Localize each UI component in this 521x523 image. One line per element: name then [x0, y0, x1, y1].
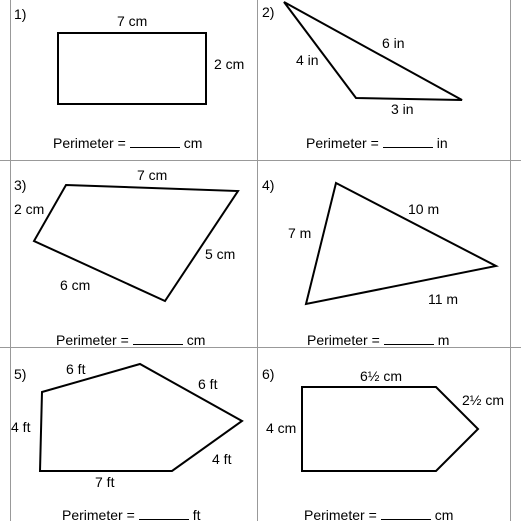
side-label-top: 6½ cm — [360, 368, 403, 384]
problem-5 — [0, 348, 257, 521]
perimeter-prefix: Perimeter = — [56, 332, 129, 348]
problem-4 — [258, 161, 511, 347]
pentagon-shape — [0, 348, 257, 521]
perimeter-unit: cm — [434, 507, 454, 523]
answer-blank[interactable] — [139, 507, 189, 520]
perimeter-unit: cm — [186, 332, 206, 348]
perimeter-unit: ft — [192, 507, 201, 523]
perimeter-prefix: Perimeter = — [307, 332, 380, 348]
answer-blank[interactable] — [130, 135, 180, 148]
perimeter-prefix: Perimeter = — [53, 135, 126, 151]
side-label-top-right: 6 ft — [198, 376, 218, 392]
perimeter-line — [56, 332, 205, 348]
perimeter-line — [306, 135, 448, 151]
perimeter-unit: in — [436, 135, 448, 151]
problem-number: 5) — [14, 366, 27, 382]
problem-2 — [258, 0, 511, 160]
answer-blank[interactable] — [381, 507, 431, 520]
side-label-bottom-left: 6 cm — [60, 277, 91, 293]
side-label-left: 4 cm — [266, 420, 297, 436]
side-label-top: 7 cm — [137, 167, 168, 183]
answer-blank[interactable] — [384, 332, 434, 345]
perimeter-prefix: Perimeter = — [306, 135, 379, 151]
side-label-bottom: 11 m — [428, 291, 459, 307]
perimeter-unit: cm — [183, 135, 203, 151]
problem-number: 3) — [14, 177, 27, 193]
problem-1 — [0, 0, 257, 160]
problem-number: 6) — [262, 366, 275, 382]
problem-number: 4) — [262, 177, 275, 193]
side-label-bottom: 7 ft — [95, 474, 115, 490]
side-label-upper-right: 10 m — [408, 201, 440, 217]
triangle-shape — [258, 161, 511, 347]
perimeter-unit: m — [437, 332, 450, 348]
answer-blank[interactable] — [383, 135, 433, 148]
perimeter-line — [53, 135, 202, 151]
side-label-left: 4 in — [296, 52, 319, 68]
perimeter-prefix: Perimeter = — [304, 507, 377, 523]
side-label-upper-right: 2½ cm — [462, 392, 505, 408]
side-label-bottom: 3 in — [391, 101, 414, 117]
side-label-left: 4 ft — [11, 419, 31, 435]
side-label-left: 7 m — [288, 225, 312, 241]
side-label-top: 7 cm — [117, 13, 148, 29]
perimeter-line — [307, 332, 449, 348]
problem-6 — [258, 348, 511, 521]
side-label-bottom-right: 4 ft — [212, 451, 232, 467]
side-label-upper-left: 2 cm — [14, 201, 45, 217]
problem-number: 1) — [14, 6, 27, 22]
problem-number: 2) — [262, 4, 275, 20]
answer-blank[interactable] — [133, 332, 183, 345]
perimeter-prefix: Perimeter = — [62, 507, 135, 523]
side-label-hypotenuse: 6 in — [382, 35, 405, 51]
problem-3 — [0, 161, 257, 347]
side-label-right: 5 cm — [205, 246, 236, 262]
side-label-top-left: 6 ft — [66, 361, 86, 377]
side-label-right: 2 cm — [214, 56, 245, 72]
